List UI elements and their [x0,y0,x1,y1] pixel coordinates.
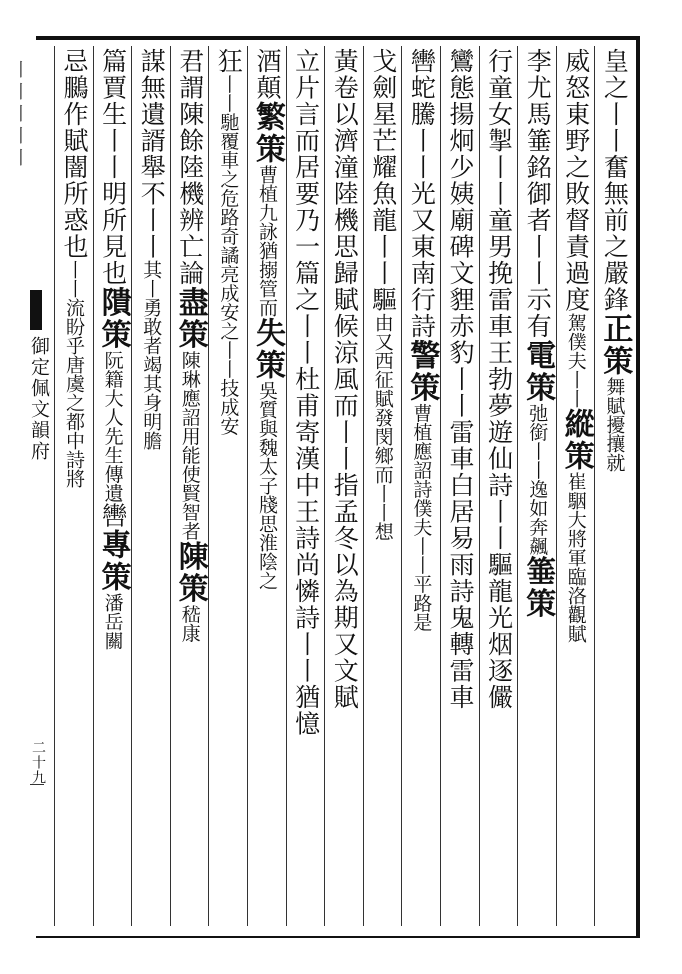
body-text: 君謂陳餘陸機辨亡論 [175,48,205,287]
annotation-text: 奇譎亮成安之丨丨技成安 [217,226,240,436]
headword: 盡策 [172,286,208,351]
text-column-10 [248,48,286,590]
annotation-text: 丨丨馳覆車之危路 [217,74,240,227]
text-column-1 [595,48,633,472]
text-column-13 [132,48,170,450]
text-column-11 [209,48,247,436]
annotation-text: 曹植九詠猶搦管而 [256,165,278,317]
annotation-text: 其丨勇敢者竭其身 [140,260,163,412]
text-column-7 [364,48,402,541]
body-text: 轡 [98,502,128,529]
headword: 專策 [95,529,131,593]
body-text: 轡蛇騰丨丨光又東南行詩 [407,48,437,340]
annotation-text: 明膽 [140,412,163,450]
annotation-text: 嵇康 [178,604,201,643]
annotation-text: 丨丨流盼乎唐虞之都 [63,260,85,431]
body-text: 鸞態揚炯少姨廟碑文貍赤豹丨丨雷車白居易雨詩鬼轉雷車 [446,48,475,711]
headword: 繁策 [250,101,285,165]
fish-tail-mark-icon [30,290,42,330]
body-text: 無前之嚴鋒 [600,180,630,313]
headword: 警策 [404,339,440,404]
headword: 失策 [250,317,285,381]
annotation-text: 潘岳關 [101,593,124,650]
text-column-6 [402,48,440,632]
headword: 隤策 [95,286,131,351]
text-column-12 [171,48,209,643]
page-margin [0,0,50,974]
body-text: 謀無遺諝舉不丨丨 [137,48,167,260]
headword: 正策 [597,313,633,377]
body-text: 戈劍星芒耀魚龍丨丨驅 [368,48,398,313]
text-column-2 [557,48,595,643]
text-column-3 [518,48,556,620]
body-text: 篇賈生丨丨明所見也 [98,48,128,287]
margin-marks: 丨丨丨丨丨 [9,60,30,170]
text-column-9 [287,48,325,737]
body-text: 狂 [214,48,244,75]
folio-number: 二十九 [30,740,46,785]
annotation-text: 由又西征賦發閔鄉而丨丨想 [371,313,394,541]
body-text: 忌鵩作賦闇所惑也 [60,48,89,260]
annotation-text: 弛銜丨丨逸如奔飆 [526,403,549,556]
headword: 陳策 [172,540,208,605]
annotation-text: 崔駰大將軍臨洛觀賦 [564,472,587,643]
annotation-text: 吳質與魏太子牋思淮陰之 [256,381,278,590]
body-text: 立片言而居要乃一篇之丨丨杜甫寄漢中王詩尚憐詩丨丨猶憶 [291,48,321,737]
body-text: 皇之丨丨奮 [600,48,630,181]
body-text: 威怒東野之敗督責過度 [561,48,591,313]
annotation-text: 陳琳應詔用能使賢智者 [178,350,201,541]
text-column-8 [325,48,363,711]
text-column-4 [480,48,518,711]
annotation-text: 舞賦擾攘就 [603,377,626,472]
book-title: 御定佩文韻府 [28,336,50,462]
annotation-text: 駕僕夫丨丨 [564,313,587,408]
headword: 箠策 [520,555,556,620]
body-text: 黃卷以濟潼陸機思歸賦候涼風而丨丨指孟冬以為期又文賦 [330,48,360,711]
annotation-text: 曹植應詔詩僕夫丨丨平路是 [410,403,433,632]
headword: 電策 [520,339,556,404]
annotation-text: 阮籍大人先生傳遺 [101,350,124,503]
text-column-15 [55,48,93,488]
text-column-5 [441,48,479,711]
folio-rule [30,784,44,785]
text-column-14 [94,48,132,650]
headword: 縱策 [558,408,594,472]
body-text: 李尤馬箠銘御者丨丨示有 [523,48,553,340]
annotation-text: 中詩將 [63,431,85,488]
body-text: 行童女掣丨丨童男挽雷車王勃夢遊仙詩丨丨驅龍光烟逐儼 [484,48,514,711]
body-text: 酒顛 [253,48,282,101]
